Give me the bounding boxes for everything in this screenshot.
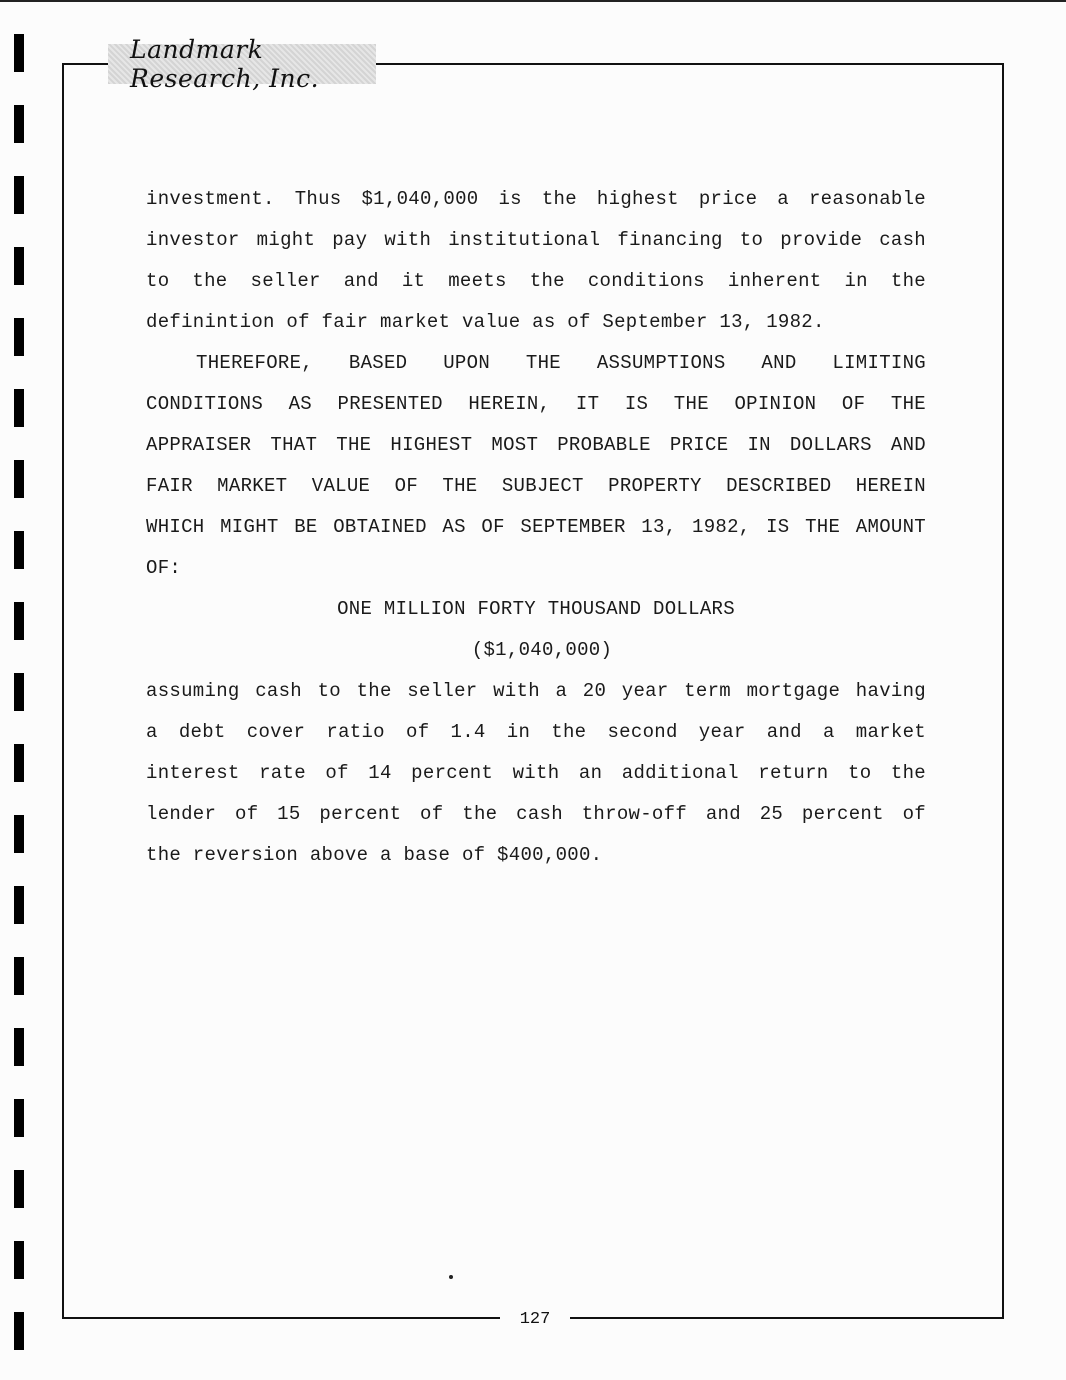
scan-top-edge — [0, 0, 1066, 2]
text-line: investment. Thus $1,040,000 is the highest price a reasonable — [146, 188, 926, 210]
paragraph-financing-terms — [146, 671, 926, 876]
binding-mark — [14, 744, 24, 782]
binding-mark — [14, 673, 24, 711]
paragraph-opinion — [146, 343, 926, 589]
text-line: definintion of fair market value as of September 13, 1982. — [146, 311, 825, 333]
binding-mark — [14, 247, 24, 285]
scan-speck — [449, 1275, 453, 1279]
text-line: investor might pay with institutional financing to provide cash — [146, 229, 926, 251]
binding-mark — [14, 318, 24, 356]
binding-mark — [14, 1028, 24, 1066]
text-line: THEREFORE, BASED UPON THE ASSUMPTIONS AND LIMITING — [196, 352, 926, 374]
binding-mark — [14, 531, 24, 569]
text-line: assuming cash to the seller with a 20 year term mortgage having — [146, 680, 926, 702]
binding-mark — [14, 815, 24, 853]
binding-mark — [14, 957, 24, 995]
page-number-container — [500, 1306, 570, 1332]
paragraph-investment — [146, 179, 926, 343]
text-line: WHICH MIGHT BE OBTAINED AS OF SEPTEMBER 13, 1982, IS THE AMOUNT — [146, 516, 926, 538]
binding-mark — [14, 176, 24, 214]
binding-mark — [14, 1099, 24, 1137]
binding-mark — [14, 34, 24, 72]
text-line: FAIR MARKET VALUE OF THE SUBJECT PROPERTY DESCRIBED HEREIN — [146, 475, 926, 497]
binding-mark — [14, 1170, 24, 1208]
binding-mark — [14, 1241, 24, 1279]
text-line: lender of 15 percent of the cash throw-off and 25 percent of — [146, 803, 926, 825]
amount-in-figures: ($1,040,000) — [471, 639, 613, 661]
binding-mark — [14, 602, 24, 640]
binding-mark — [14, 105, 24, 143]
company-logo — [108, 35, 376, 93]
text-line: to the seller and it meets the conditions inherent in the — [146, 270, 926, 292]
binding-mark — [14, 886, 24, 924]
text-line: interest rate of 14 percent with an additional return to the — [146, 762, 926, 784]
logo-text: Landmark Research, Inc. — [130, 35, 320, 93]
amount-in-words: ONE MILLION FORTY THOUSAND DOLLARS — [337, 598, 735, 620]
text-line: the reversion above a base of $400,000. — [146, 844, 603, 866]
binding-mark — [14, 1312, 24, 1350]
page-number: 127 — [519, 1309, 551, 1329]
binding-mark — [14, 460, 24, 498]
text-line: OF: — [146, 557, 182, 579]
text-line: APPRAISER THAT THE HIGHEST MOST PROBABLE PRICE IN DOLLARS AND — [146, 434, 926, 456]
text-line: a debt cover ratio of 1.4 in the second year and a market — [146, 721, 926, 743]
binding-mark — [14, 389, 24, 427]
text-line: CONDITIONS AS PRESENTED HEREIN, IT IS THE OPINION OF THE — [146, 393, 926, 415]
